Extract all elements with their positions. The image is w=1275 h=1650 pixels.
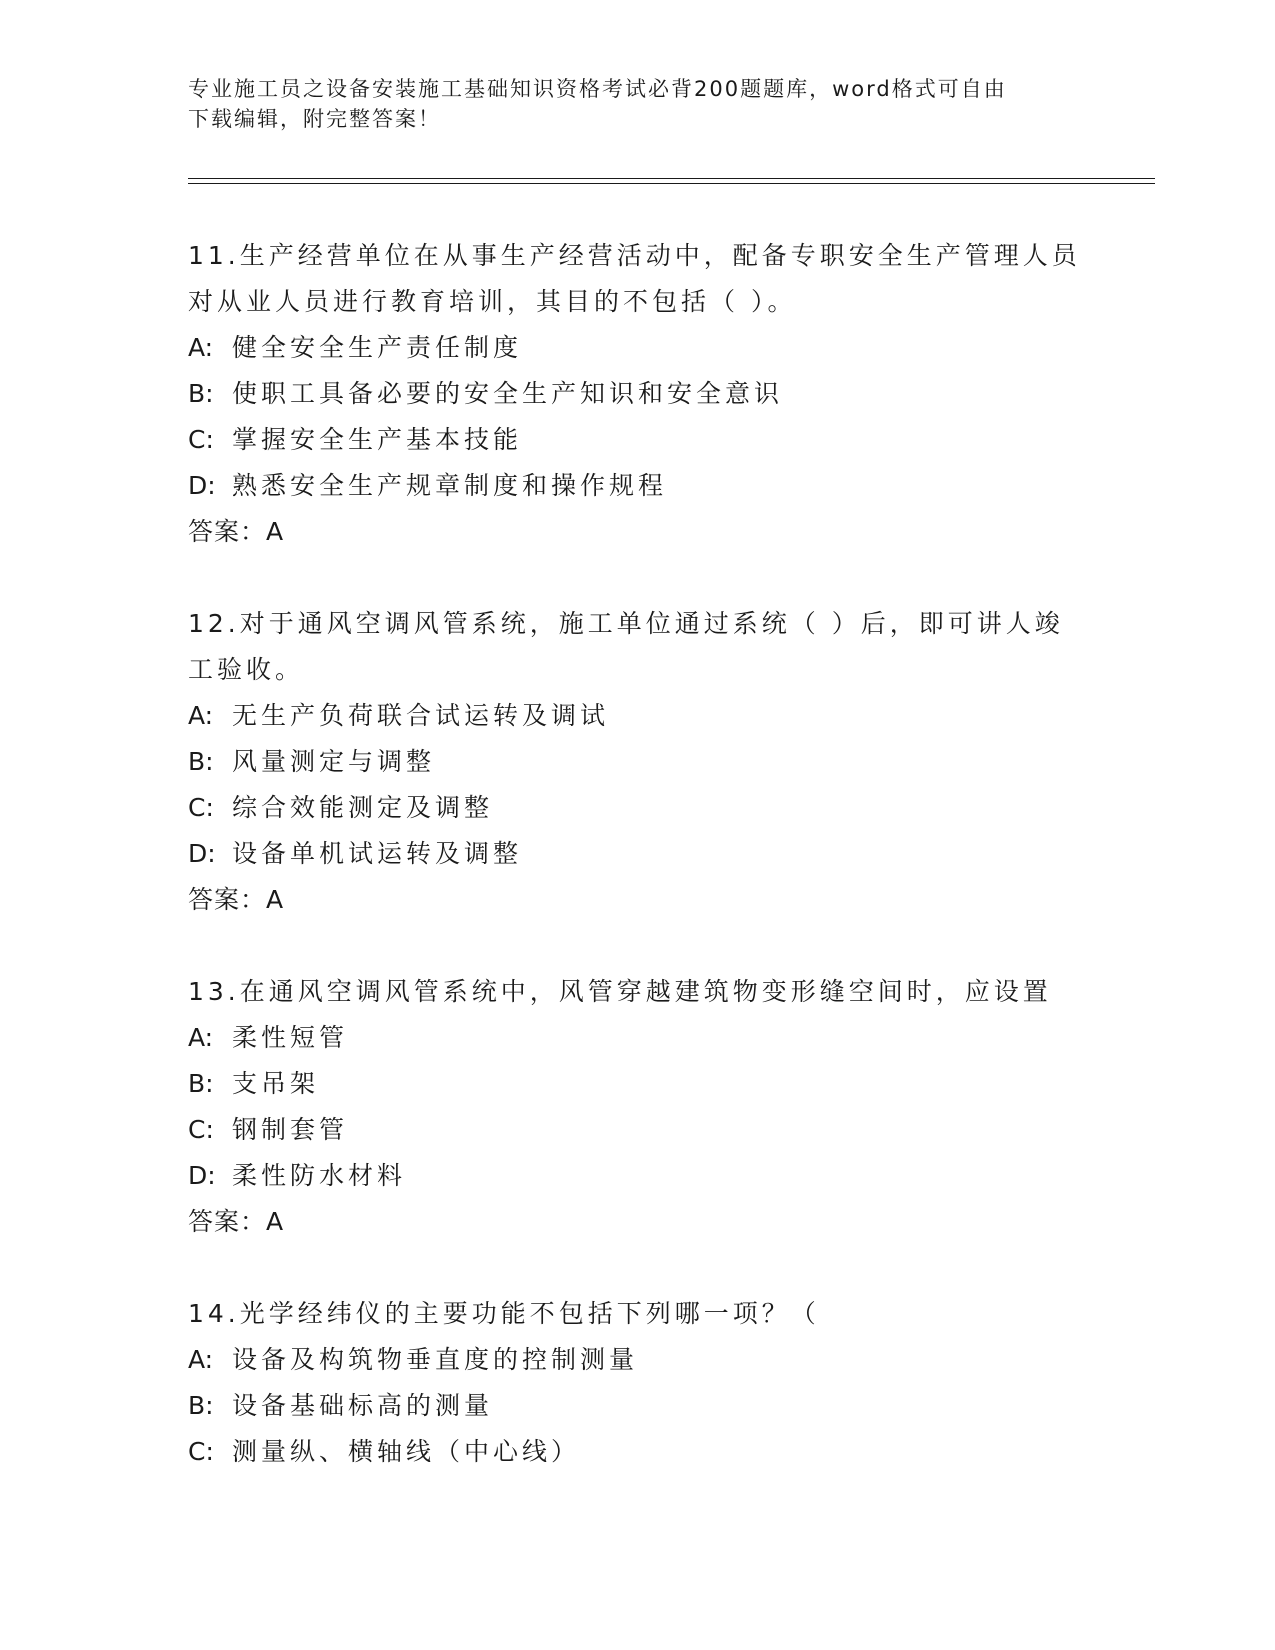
option-text: 风量测定与调整: [232, 747, 436, 776]
option-letter: A:: [188, 1345, 214, 1374]
option-text: 设备基础标高的测量: [232, 1391, 494, 1420]
option-text: 掌握安全生产基本技能: [232, 425, 523, 454]
option-letter: B:: [188, 1069, 214, 1098]
option-b: [188, 1061, 1088, 1107]
option-letter: D:: [188, 1161, 216, 1190]
option-letter: D:: [188, 839, 216, 868]
option-letter: B:: [188, 379, 214, 408]
option-letter: A:: [188, 1023, 214, 1052]
option-letter: D:: [188, 471, 216, 500]
header-line-2: 下载编辑，附完整答案！: [188, 107, 441, 131]
option-b: [188, 1383, 1088, 1429]
option-letter: C:: [188, 793, 214, 822]
question-spacer: [188, 555, 1088, 601]
option-letter: A:: [188, 333, 214, 362]
option-text: 熟悉安全生产规章制度和操作规程: [232, 471, 668, 500]
header-line-1: 专业施工员之设备安装施工基础知识资格考试必背200题题库，word格式可自由: [188, 77, 1007, 101]
option-text: 测量纵、横轴线（中心线）: [232, 1437, 581, 1466]
option-letter: C:: [188, 1437, 214, 1466]
option-c: [188, 785, 1088, 831]
option-text: 柔性短管: [232, 1023, 349, 1052]
question-text: 11.生产经营单位在从事生产经营活动中，配备专职安全生产管理人员: [188, 241, 1081, 270]
option-text: 综合效能测定及调整: [232, 793, 494, 822]
option-letter: B:: [188, 747, 214, 776]
question-12: [188, 601, 1088, 923]
question-text: 13.在通风空调风管系统中，风管穿越建筑物变形缝空间时，应设置: [188, 977, 1052, 1006]
option-d: [188, 1153, 1088, 1199]
option-text: 无生产负荷联合试运转及调试: [232, 701, 610, 730]
option-letter: C:: [188, 425, 214, 454]
option-text: 设备单机试运转及调整: [232, 839, 523, 868]
option-c: [188, 417, 1088, 463]
answer-line: 答案：A: [188, 517, 285, 546]
option-text: 钢制套管: [232, 1115, 349, 1144]
header-divider-top: [188, 178, 1155, 179]
option-letter: B:: [188, 1391, 214, 1420]
option-c: [188, 1107, 1088, 1153]
option-text: 支吊架: [232, 1069, 320, 1098]
question-text-continued: 工验收。: [188, 655, 305, 684]
question-text: 14.光学经纬仪的主要功能不包括下列哪一项？（: [188, 1299, 820, 1328]
answer-line: 答案：A: [188, 1207, 285, 1236]
answer-line: 答案：A: [188, 885, 285, 914]
question-spacer: [188, 1245, 1088, 1291]
option-d: [188, 463, 1088, 509]
option-text: 使职工具备必要的安全生产知识和安全意识: [232, 379, 784, 408]
option-text: 柔性防水材料: [232, 1161, 407, 1190]
option-d: [188, 831, 1088, 877]
option-a: [188, 1337, 1088, 1383]
question-13: [188, 969, 1088, 1245]
option-text: 健全安全生产责任制度: [232, 333, 523, 362]
question-spacer: [188, 923, 1088, 969]
document-header: [188, 74, 1088, 134]
question-14: [188, 1291, 1088, 1475]
option-b: [188, 739, 1088, 785]
option-a: [188, 325, 1088, 371]
question-text-continued: 对从业人员进行教育培训，其目的不包括（ ）。: [188, 287, 797, 316]
option-a: [188, 693, 1088, 739]
question-text: 12.对于通风空调风管系统，施工单位通过系统（ ）后，即可讲人竣: [188, 609, 1064, 638]
option-text: 设备及构筑物垂直度的控制测量: [232, 1345, 639, 1374]
option-letter: C:: [188, 1115, 214, 1144]
option-letter: A:: [188, 701, 214, 730]
option-a: [188, 1015, 1088, 1061]
question-list: [188, 233, 1088, 1475]
header-divider-bottom: [188, 183, 1155, 184]
option-b: [188, 371, 1088, 417]
question-11: [188, 233, 1088, 555]
option-c: [188, 1429, 1088, 1475]
